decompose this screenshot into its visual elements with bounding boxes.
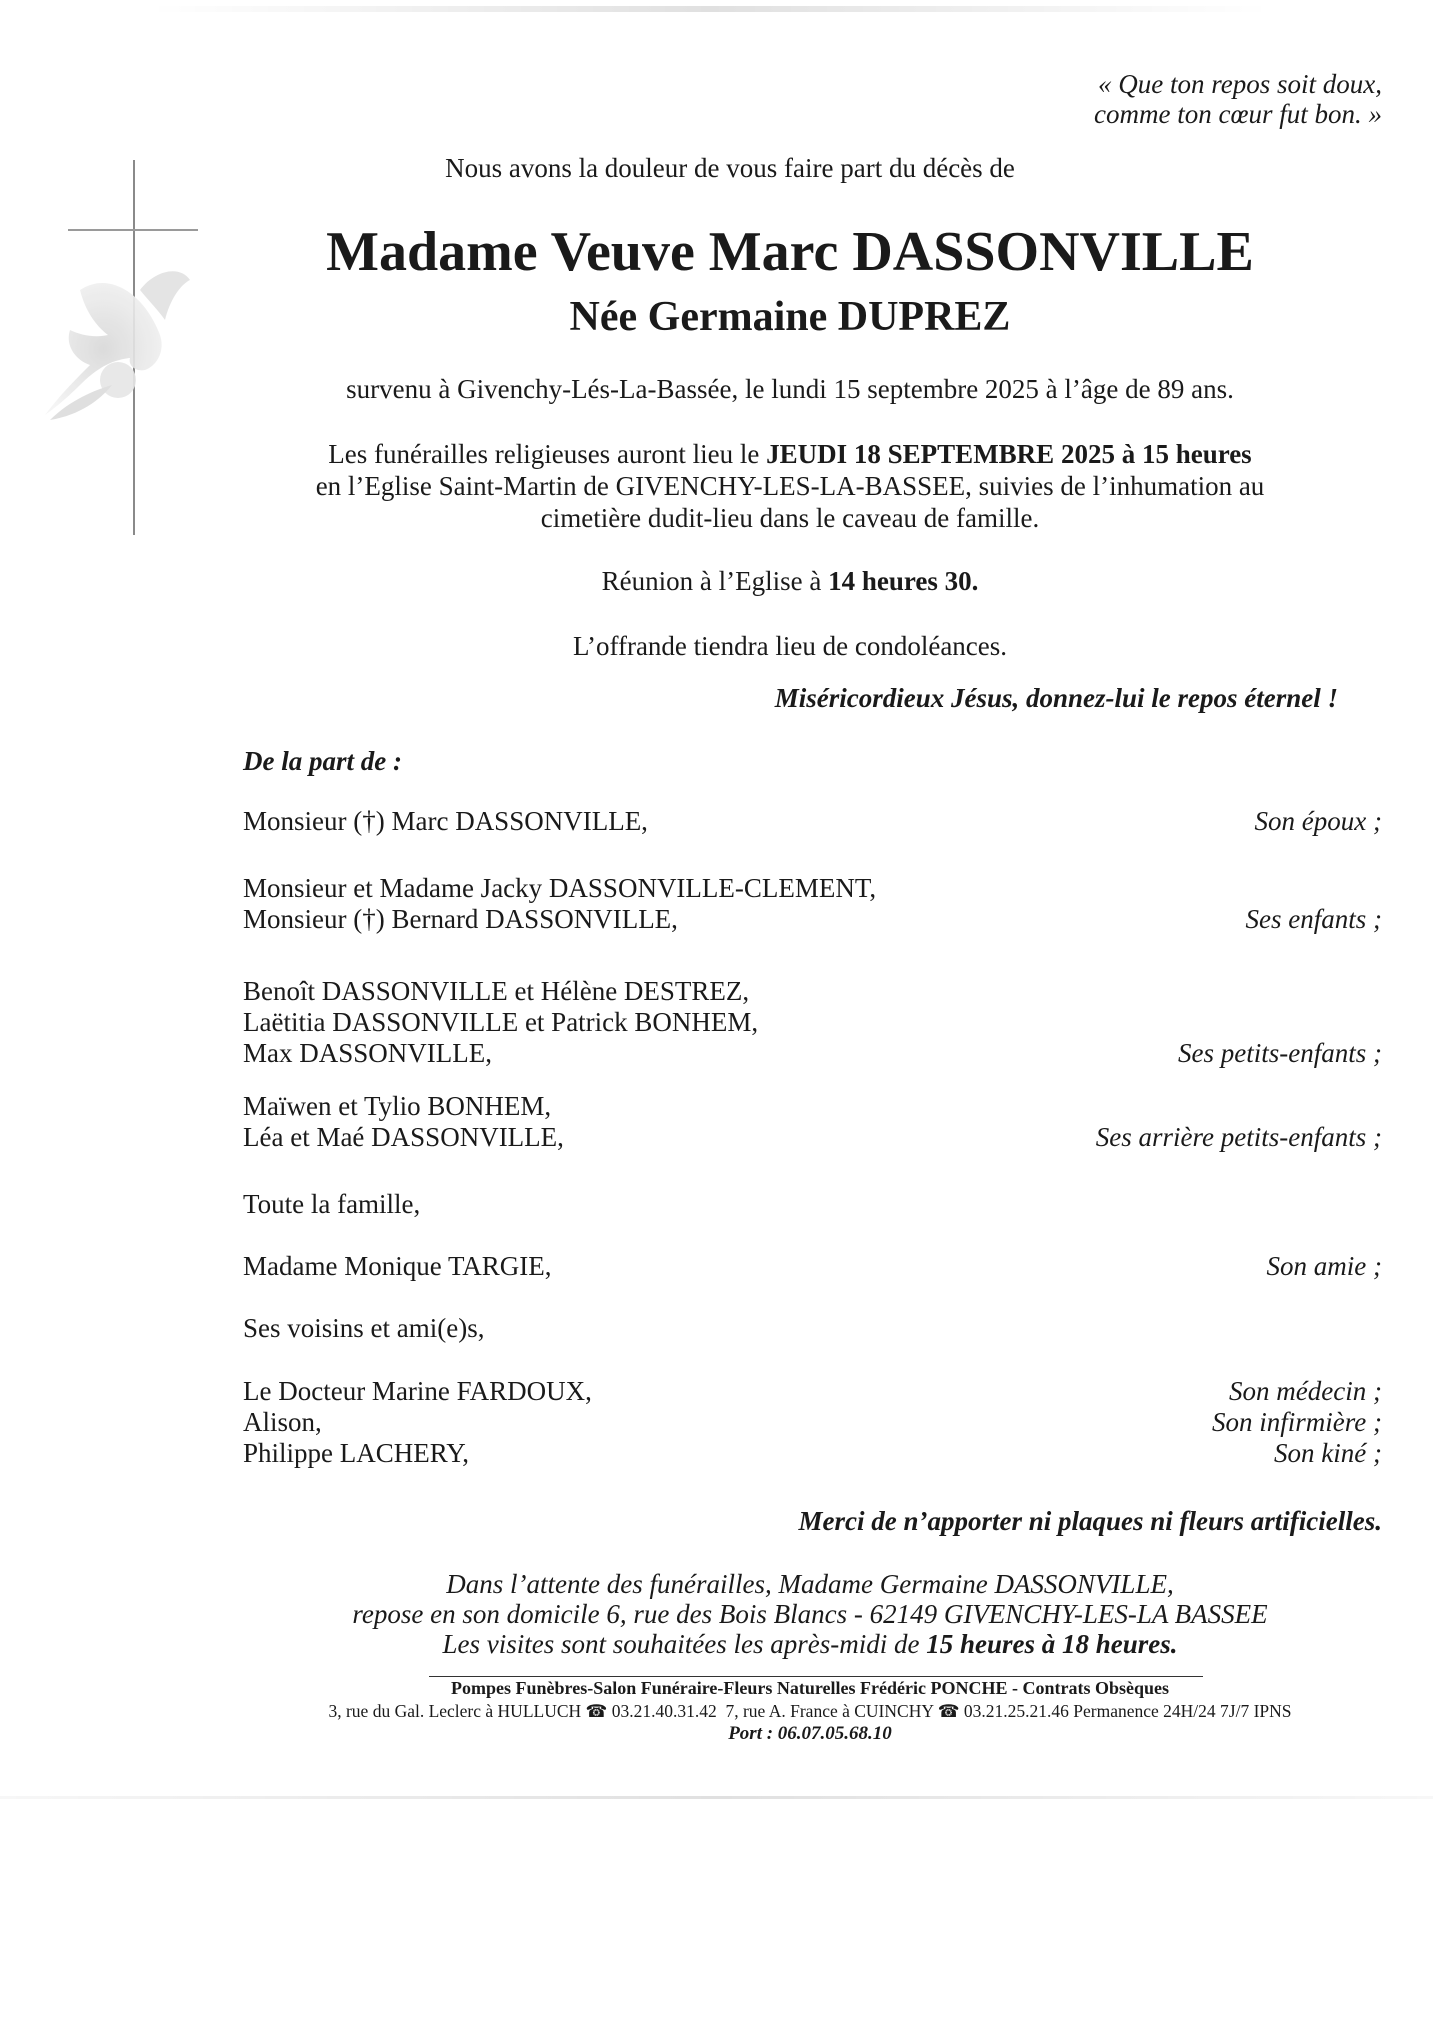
family-relation: Ses enfants ;: [1245, 904, 1382, 934]
visitation-hours-text: Les visites sont souhaitées les après-midi de: [442, 1629, 927, 1659]
family-relation: Son infirmière ;: [1212, 1407, 1382, 1437]
family-relation: Son amie ;: [1266, 1251, 1382, 1281]
family-member-name: Monsieur (†) Bernard DASSONVILLE,: [243, 904, 678, 934]
family-member-name: Léa et Maé DASSONVILLE,: [243, 1122, 564, 1152]
funeral-date-time: JEUDI 18 SEPTEMBRE 2025 à 15 heures: [766, 439, 1252, 469]
funeral-home-addresses: [270, 1700, 1350, 1722]
deceased-birth-name: Née Germaine DUPREZ: [569, 294, 1011, 340]
family-member-name: Alison,: [243, 1407, 322, 1437]
funeral-home-title: Pompes Funèbres-Salon Funéraire-Fleurs Naturelles Frédéric PONCHE - Contrats Obsèques: [451, 1678, 1169, 1698]
family-relation: Son époux ;: [1254, 806, 1382, 836]
meeting-info: [260, 565, 1320, 598]
visitation-hours: 15 heures à 18 heures.: [926, 1629, 1178, 1659]
cross-horizontal-bar: [68, 229, 198, 231]
family-member-name: Le Docteur Marine FARDOUX,: [243, 1376, 592, 1406]
family-relation: Son kiné ;: [1274, 1438, 1382, 1468]
funeral-line-3: cimetière dudit-lieu dans le caveau de famille.: [540, 503, 1040, 533]
visitation-line-2: repose en son domicile 6, rue des Bois Blancs - 62149 GIVENCHY-LES-LA BASSEE: [352, 1599, 1268, 1629]
family-member-name: Max DASSONVILLE,: [243, 1038, 492, 1068]
no-flowers-notice: Merci de n’apporter ni plaques ni fleurs artificielles.: [798, 1506, 1382, 1536]
phone-icon: ☎: [585, 1701, 608, 1721]
permanence-hours: Permanence 24H/24 7J/7 IPNS: [1073, 1701, 1292, 1721]
scan-top-edge: [150, 6, 1270, 12]
funeral-line-1: [260, 438, 1320, 471]
visitation-line-1: Dans l’attente des funérailles, Madame Germaine DASSONVILLE,: [446, 1569, 1174, 1599]
phone-cuinchy: 03.21.25.21.46: [963, 1701, 1069, 1721]
family-member-name: Philippe LACHERY,: [243, 1438, 470, 1468]
from-label: De la part de :: [243, 746, 402, 776]
visitation-line-3: [270, 1628, 1350, 1661]
family-member-name: Ses voisins et ami(e)s,: [243, 1313, 485, 1343]
family-member-name: Monsieur et Madame Jacky DASSONVILLE-CLEMENT,: [243, 873, 877, 903]
meeting-text: Réunion à l’Eglise à: [601, 566, 829, 596]
phone-icon: ☎: [937, 1701, 960, 1721]
prayer-text: Miséricordieux Jésus, donnez-lui le repos éternel !: [774, 683, 1338, 713]
phone-hulluch: 03.21.40.31.42: [611, 1701, 717, 1721]
family-member-name: Maïwen et Tylio BONHEM,: [243, 1091, 552, 1121]
scan-bottom-edge: [0, 1796, 1433, 1799]
family-member-name: Monsieur (†) Marc DASSONVILLE,: [243, 806, 648, 836]
family-relation: Ses petits-enfants ;: [1178, 1038, 1382, 1068]
intro-text: Nous avons la douleur de vous faire part du décès de: [445, 153, 1015, 183]
address-cuinchy: 7, rue A. France à CUINCHY: [725, 1701, 934, 1721]
meeting-time: 14 heures 30.: [828, 566, 979, 596]
quote-line-2: comme ton cœur fut bon. »: [1094, 99, 1382, 129]
family-member-name: Laëtitia DASSONVILLE et Patrick BONHEM,: [243, 1007, 759, 1037]
cross-dove-emblem: [40, 160, 220, 540]
offering-text: L’offrande tiendra lieu de condoléances.: [572, 631, 1008, 661]
family-member-name: Benoît DASSONVILLE et Hélène DESTREZ,: [243, 976, 750, 1006]
family-member-name: Toute la famille,: [243, 1189, 421, 1219]
family-relation: Son médecin ;: [1229, 1376, 1382, 1406]
address-hulluch: 3, rue du Gal. Leclerc à HULLUCH: [328, 1701, 582, 1721]
family-relation: Ses arrière petits-enfants ;: [1095, 1122, 1382, 1152]
funeral-home-mobile: Port : 06.07.05.68.10: [728, 1723, 892, 1744]
funeral-line-1-text: Les funérailles religieuses auront lieu le: [328, 439, 767, 469]
death-info: survenu à Givenchy-Lés-La-Bassée, le lundi 15 septembre 2025 à l’âge de 89 ans.: [346, 374, 1234, 404]
deceased-name: Madame Veuve Marc DASSONVILLE: [326, 221, 1254, 283]
funeral-line-2: en l’Eglise Saint-Martin de GIVENCHY-LES-LA-BASSEE, suivies de l’inhumation au: [315, 471, 1265, 501]
family-member-name: Madame Monique TARGIE,: [243, 1251, 552, 1281]
dove-icon: [45, 271, 190, 420]
quote-line-1: « Que ton repos soit doux,: [1098, 69, 1382, 99]
